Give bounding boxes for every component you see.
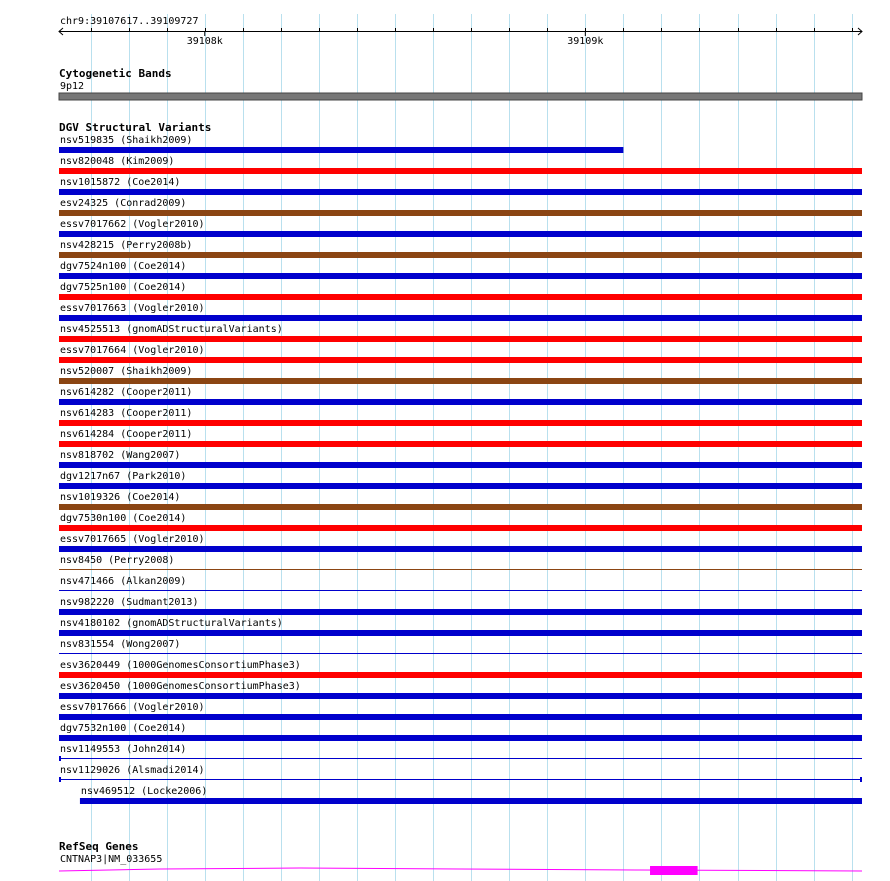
- dgv-feature-bar[interactable]: [59, 609, 862, 615]
- dgv-feature-label: nsv519835 (Shaikh2009): [60, 135, 193, 146]
- refseq-intron-line: [59, 868, 862, 871]
- dgv-feature-bar[interactable]: [59, 357, 862, 363]
- dgv-feature[interactable]: [59, 681, 862, 699]
- dgv-feature[interactable]: [59, 156, 862, 174]
- dgv-feature[interactable]: [59, 513, 862, 531]
- dgv-feature[interactable]: [59, 555, 862, 570]
- dgv-feature-label: essv7017664 (Vogler2010): [60, 345, 205, 356]
- dgv-feature-bar[interactable]: [59, 168, 862, 174]
- dgv-feature-label: dgv7524n100 (Coe2014): [60, 261, 187, 272]
- dgv-feature[interactable]: [59, 387, 862, 405]
- dgv-feature-bar[interactable]: [59, 462, 862, 468]
- dgv-feature-label: nsv471466 (Alkan2009): [60, 576, 187, 587]
- dgv-feature[interactable]: [59, 324, 862, 342]
- refseq-exon[interactable]: [650, 866, 698, 875]
- dgv-feature-label: esv3620450 (1000GenomesConsortiumPhase3): [60, 681, 301, 692]
- dgv-feature-list: [59, 135, 862, 804]
- dgv-feature[interactable]: [59, 366, 862, 384]
- dgv-feature-bar[interactable]: [59, 294, 862, 300]
- dgv-feature-bar[interactable]: [59, 672, 862, 678]
- dgv-feature-bar[interactable]: [59, 590, 862, 591]
- dgv-feature-label: dgv7532n100 (Coe2014): [60, 723, 187, 734]
- dgv-feature-bar[interactable]: [59, 735, 862, 741]
- dgv-feature-bar[interactable]: [59, 714, 862, 720]
- dgv-feature-label: essv7017665 (Vogler2010): [60, 534, 205, 545]
- dgv-feature[interactable]: [59, 450, 862, 468]
- cytoband-track: [59, 67, 862, 100]
- dgv-feature[interactable]: [59, 639, 862, 654]
- dgv-feature-bar[interactable]: [59, 653, 862, 654]
- dgv-feature-end-cap: [59, 756, 61, 761]
- dgv-feature-label: essv7017663 (Vogler2010): [60, 303, 205, 314]
- ruler-track: [59, 16, 862, 47]
- dgv-feature-end-cap: [860, 777, 862, 782]
- dgv-feature-bar[interactable]: [59, 210, 862, 216]
- ruler-tick-label: 39109k: [567, 36, 604, 47]
- dgv-track-title: DGV Structural Variants: [59, 121, 212, 134]
- dgv-feature-end-cap: [59, 777, 61, 782]
- cytoband-label: 9p12: [60, 81, 85, 92]
- dgv-feature-bar[interactable]: [59, 630, 862, 636]
- dgv-feature-label: nsv614283 (Cooper2011): [60, 408, 193, 419]
- dgv-feature[interactable]: [59, 471, 862, 489]
- refseq-track: [59, 840, 862, 875]
- dgv-feature-bar[interactable]: [59, 779, 862, 780]
- dgv-feature-bar[interactable]: [59, 231, 862, 237]
- dgv-feature[interactable]: [59, 135, 623, 153]
- dgv-feature-bar[interactable]: [59, 315, 862, 321]
- dgv-feature[interactable]: [59, 576, 862, 591]
- refseq-gene-feature[interactable]: [59, 866, 862, 875]
- dgv-feature[interactable]: [59, 303, 862, 321]
- dgv-feature[interactable]: [59, 597, 862, 615]
- dgv-feature-label: nsv8450 (Perry2008): [60, 555, 175, 566]
- dgv-feature-label: nsv469512 (Locke2006): [80, 786, 208, 797]
- dgv-feature[interactable]: [80, 786, 862, 804]
- dgv-feature-bar[interactable]: [59, 693, 862, 699]
- dgv-feature-label: nsv820048 (Kim2009): [60, 156, 175, 167]
- refseq-track-title: RefSeq Genes: [59, 840, 139, 853]
- dgv-feature-label: nsv1019326 (Coe2014): [60, 492, 181, 503]
- grid-lines: [92, 14, 853, 881]
- dgv-feature-bar[interactable]: [59, 336, 862, 342]
- dgv-feature-label: nsv614282 (Cooper2011): [60, 387, 193, 398]
- refseq-gene-label: CNTNAP3|NM_033655: [60, 854, 163, 865]
- dgv-feature-bar[interactable]: [59, 252, 862, 258]
- dgv-feature[interactable]: [59, 765, 862, 782]
- dgv-feature[interactable]: [59, 345, 862, 363]
- dgv-feature-label: nsv831554 (Wong2007): [60, 639, 181, 650]
- dgv-feature-label: dgv1217n67 (Park2010): [60, 471, 187, 482]
- dgv-feature[interactable]: [59, 429, 862, 447]
- dgv-feature[interactable]: [59, 261, 862, 279]
- dgv-feature-label: nsv428215 (Perry2008b): [60, 240, 193, 251]
- dgv-feature-label: nsv4180102 (gnomADStructuralVariants): [60, 618, 283, 629]
- dgv-feature-label: esv3620449 (1000GenomesConsortiumPhase3): [60, 660, 301, 671]
- dgv-feature-bar[interactable]: [59, 483, 862, 489]
- dgv-feature-bar[interactable]: [59, 758, 862, 759]
- dgv-feature-label: nsv1015872 (Coe2014): [60, 177, 181, 188]
- ruler-tick-label: 39108k: [186, 36, 223, 47]
- dgv-feature-label: dgv7530n100 (Coe2014): [60, 513, 187, 524]
- dgv-feature-label: nsv4525513 (gnomADStructuralVariants): [60, 324, 283, 335]
- dgv-feature-label: esv24325 (Conrad2009): [60, 198, 187, 209]
- dgv-feature-label: nsv982220 (Sudmant2013): [60, 597, 199, 608]
- dgv-feature[interactable]: [59, 219, 862, 237]
- dgv-track: [59, 121, 862, 804]
- dgv-feature[interactable]: [59, 618, 862, 636]
- cytoband-bar[interactable]: [59, 93, 862, 100]
- dgv-feature-label: nsv818702 (Wang2007): [60, 450, 181, 461]
- dgv-feature-label: essv7017662 (Vogler2010): [60, 219, 205, 230]
- dgv-feature-bar[interactable]: [59, 546, 862, 552]
- dgv-feature-bar[interactable]: [59, 378, 862, 384]
- dgv-feature-bar[interactable]: [59, 273, 862, 279]
- dgv-feature-bar[interactable]: [59, 189, 862, 195]
- dgv-feature-bar[interactable]: [59, 147, 623, 153]
- dgv-feature[interactable]: [59, 177, 862, 195]
- dgv-feature-bar[interactable]: [59, 504, 862, 510]
- dgv-feature-label: nsv1149553 (John2014): [60, 744, 187, 755]
- dgv-feature[interactable]: [59, 534, 862, 552]
- dgv-feature-label: essv7017666 (Vogler2010): [60, 702, 205, 713]
- dgv-feature-label: nsv1129026 (Alsmadi2014): [60, 765, 205, 776]
- dgv-feature[interactable]: [59, 198, 862, 216]
- dgv-feature-label: nsv520007 (Shaikh2009): [60, 366, 193, 377]
- dgv-feature[interactable]: [59, 702, 862, 720]
- ruler-location: chr9:39107617..39109727: [60, 16, 199, 27]
- dgv-feature-bar[interactable]: [59, 399, 862, 405]
- dgv-feature-bar[interactable]: [59, 569, 862, 570]
- cytoband-track-title: Cytogenetic Bands: [59, 67, 172, 80]
- dgv-feature-label: nsv614284 (Cooper2011): [60, 429, 193, 440]
- dgv-feature[interactable]: [59, 660, 862, 678]
- dgv-feature[interactable]: [59, 492, 862, 510]
- dgv-feature[interactable]: [59, 723, 862, 741]
- dgv-feature-bar[interactable]: [80, 798, 862, 804]
- dgv-feature-bar[interactable]: [59, 420, 862, 426]
- dgv-feature[interactable]: [59, 408, 862, 426]
- dgv-feature-label: dgv7525n100 (Coe2014): [60, 282, 187, 293]
- dgv-feature[interactable]: [59, 282, 862, 300]
- dgv-feature[interactable]: [59, 240, 862, 258]
- ruler-axis[interactable]: [59, 28, 862, 47]
- dgv-feature-bar[interactable]: [59, 441, 862, 447]
- dgv-feature-bar[interactable]: [59, 525, 862, 531]
- dgv-feature[interactable]: [59, 744, 862, 761]
